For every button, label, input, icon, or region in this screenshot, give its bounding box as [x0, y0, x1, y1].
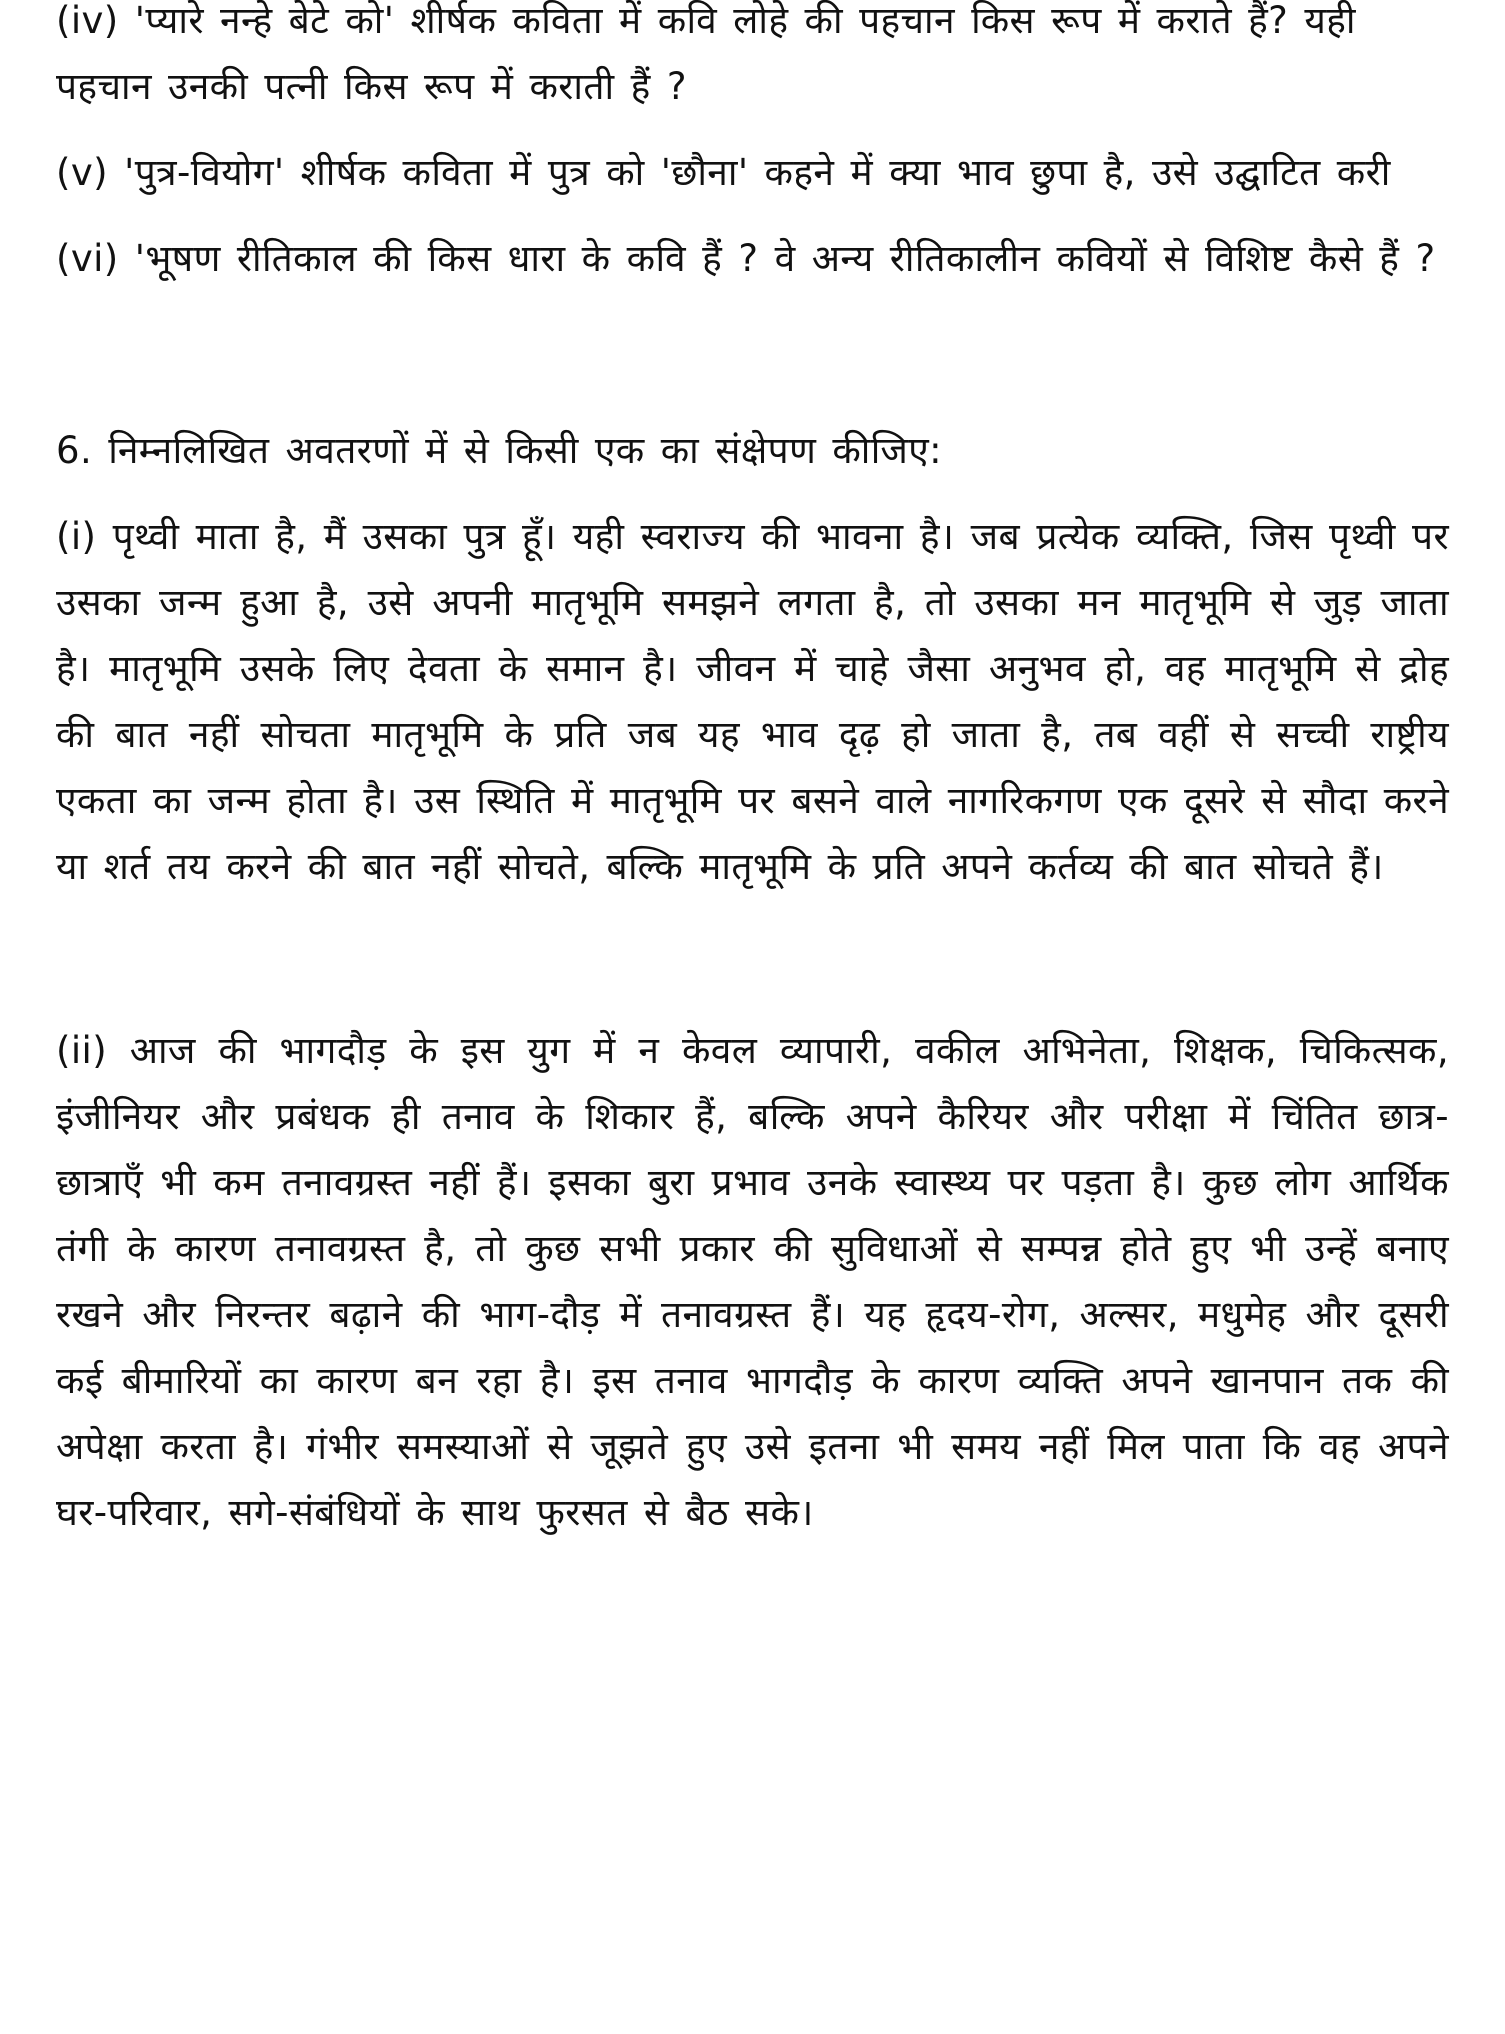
question-vi: (vi) 'भूषण रीतिकाल की किस धारा के कवि हैं ? वे अन्य रीतिकालीन कवियों से विशिष्ट कैसे हैं ?	[56, 237, 1436, 280]
question-iv: (iv) 'प्यारे नन्हे बेटे को' शीर्षक कविता में कवि लोहे की पहचान किस रूप में कराते हैं? यही पहचान उनकी पत्नी किस रूप में कराती हैं ?	[56, 0, 1356, 108]
question-6-heading: 6. निम्नलिखित अवतरणों में से किसी एक का संक्षेपण कीजिए:	[56, 429, 942, 472]
passage-i: (i) पृथ्वी माता है, मैं उसका पुत्र हूँ। यही स्वराज्य की भावना है। जब प्रत्येक व्यक्ति, जिस पृथ्वी पर उसका जन्म हुआ है, उसे अपनी मातृभूमि समझने लगता है, तो उसका मन मातृभूमि से जुड़ जाता है। मातृभूमि उसके लिए देवता के समान है। जीवन में चाहे जैसा अनुभव हो, वह मातृभूमि से द्रोह की बात नहीं सोचता मातृभूमि के प्रति जब यह भाव दृढ़ हो जाता है, तब वहीं से सच्ची राष्ट्रीय एकता का जन्म होता है। उस स्थिति में मातृभूमि पर बसने वाले नागरिकगण एक दूसरे से सौदा करने या शर्त तय करने की बात नहीं सोचते, बल्कि मातृभूमि के प्रति अपने कर्तव्य की बात सोचते हैं।	[56, 515, 1449, 888]
passage-ii: (ii) आज की भागदौड़ के इस युग में न केवल व्यापारी, वकील अभिनेता, शिक्षक, चिकित्सक, इंजीनियर और प्रबंधक ही तनाव के शिकार हैं, बल्कि अपने कैरियर और परीक्षा में चिंतित छात्र-छात्राएँ भी कम तनावग्रस्त नहीं हैं। इसका बुरा प्रभाव उनके स्वास्थ्य पर पड़ता है। कुछ लोग आर्थिक तंगी के कारण तनावग्रस्त है, तो कुछ सभी प्रकार की सुविधाओं से सम्पन्न होते हुए भी उन्हें बनाए रखने और निरन्तर बढ़ाने की भाग-दौड़ में तनावग्रस्त हैं। यह हृदय-रोग, अल्सर, मधुमेह और दूसरी कई बीमारियों का कारण बन रहा है। इस तनाव भागदौड़ के कारण व्यक्ति अपने खानपान तक की अपेक्षा करता है। गंभीर समस्याओं से जूझते हुए उसे इतना भी समय नहीं मिल पाता कि वह अपने घर-परिवार, सगे-संबंधियों के साथ फुरसत से बैठ सके।	[56, 1029, 1449, 1534]
question-v: (v) 'पुत्र-वियोग' शीर्षक कविता में पुत्र को 'छौना' कहने में क्या भाव छुपा है, उसे उद्घाटित करी	[56, 151, 1391, 194]
